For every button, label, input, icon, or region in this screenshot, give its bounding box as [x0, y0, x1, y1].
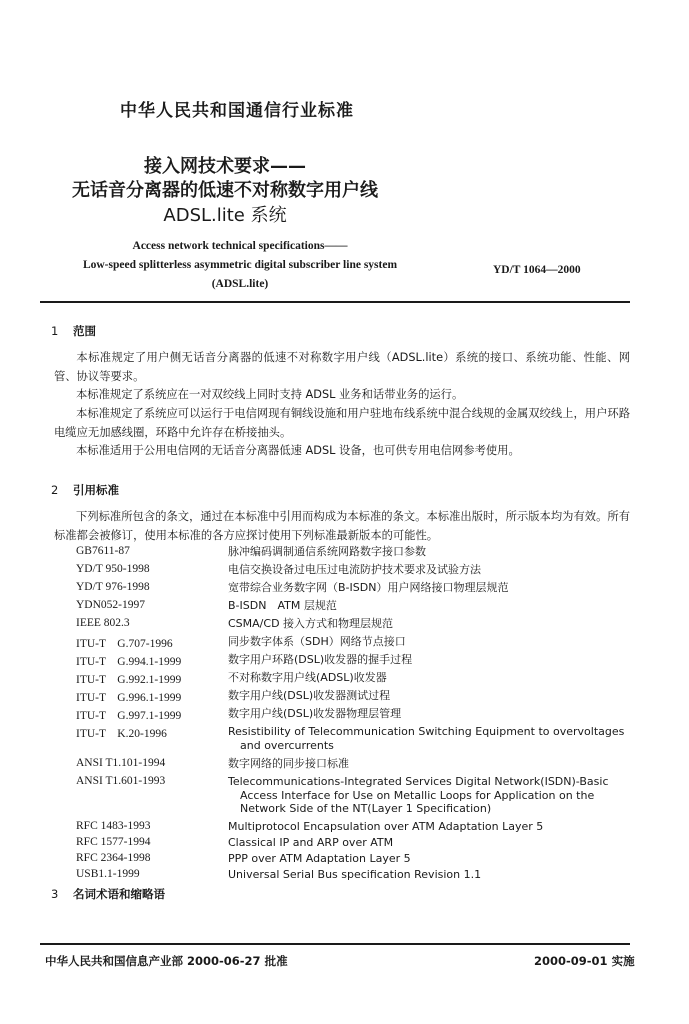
reference-code: RFC 2364-1998: [76, 852, 151, 864]
reference-title: Telecommunications-Integrated Services Digital Network(ISDN)-Basic Access Interface for Use on Metallic Loops for Application on the Network Side of the NT(Layer 1 Specification): [228, 775, 609, 815]
scope-paragraph: 本标准规定了系统应在一对双绞线上同时支持 ADSL 业务和话带业务的运行。: [76, 388, 464, 401]
reference-code: ANSI T1.601-1993: [76, 775, 166, 787]
reference-title: 数字用户环路(DSL)收发器的握手过程: [228, 653, 413, 666]
title-cn-line1: 接入网技术要求——: [144, 156, 306, 177]
section-title: 引用标准: [73, 483, 119, 497]
reference-code: RFC 1483-1993: [76, 820, 151, 832]
reference-code: IEEE 802.3: [76, 617, 130, 629]
reference-title: B-ISDN ATM 层规范: [228, 599, 337, 612]
reference-code: RFC 1577-1994: [76, 836, 151, 848]
reference-code: ITU-T K.20-1996: [76, 728, 167, 740]
reference-title: 不对称数字用户线(ADSL)收发器: [228, 671, 387, 684]
reference-code: ITU-T G.996.1-1999: [76, 692, 182, 704]
reference-code: ITU-T G.707-1996: [76, 638, 173, 650]
section-number: 3: [51, 887, 59, 901]
effective-date: 2000-09-01 实施: [534, 954, 635, 968]
reference-code: USB1.1-1999: [76, 868, 140, 880]
scope-paragraph: 本标准规定了用户侧无话音分离器的低速不对称数字用户线（ADSL.lite）系统的接口、系统功能、性能、网管、协议等要求。: [54, 351, 630, 383]
reference-code: YD/T 976-1998: [76, 581, 150, 593]
reference-title: 脉冲编码调制通信系统网路数字接口参数: [228, 545, 426, 558]
scope-paragraph: 本标准规定了系统应可以运行于电信网现有铜线设施和用户驻地布线系统中混合线规的金属双绞线上，用户环路电缆应无加感线圈，环路中允许存在桥接抽头。: [54, 407, 630, 439]
reference-code: ANSI T1.101-1994: [76, 757, 166, 769]
reference-title: Classical IP and ARP over ATM: [228, 836, 394, 849]
reference-title: Resistibility of Telecommunication Switching Equipment to overvoltages and overcurrents: [228, 725, 625, 752]
title-cn-line3: ADSL.lite 系统: [163, 205, 287, 226]
reference-code: ITU-T G.994.1-1999: [76, 656, 182, 668]
reference-title: 电信交换设备过电压过电流防护技术要求及试验方法: [228, 563, 481, 576]
reference-title: 数字用户线(DSL)收发器测试过程: [228, 689, 391, 702]
header-divider: [40, 301, 630, 303]
title-en-line3: (ADSL.lite): [211, 278, 269, 290]
section-heading-terms: [51, 886, 165, 902]
section-title: 名词术语和缩略语: [73, 887, 165, 901]
reference-title: Universal Serial Bus specification Revision 1.1: [228, 868, 482, 881]
references-intro: 下列标准所包含的条文，通过在本标准中引用而构成为本标准的条文。本标准出版时，所示版本均为有效。所有标准都会被修订，使用本标准的各方应探讨使用下列标准最新版本的可能性。: [54, 510, 630, 542]
section-title: 范围: [73, 324, 96, 338]
title-en-line1: Access network technical specifications——: [132, 240, 348, 252]
section-heading-scope: [51, 323, 96, 339]
reference-title: Multiprotocol Encapsulation over ATM Adaptation Layer 5: [228, 820, 544, 833]
reference-code: ITU-T G.997.1-1999: [76, 710, 182, 722]
reference-title: 数字用户线(DSL)收发器物理层管理: [228, 707, 402, 720]
standard-category-header: 中华人民共和国通信行业标准: [120, 101, 354, 121]
reference-title: CSMA/CD 接入方式和物理层规范: [228, 617, 394, 630]
title-cn-line2: 无话音分离器的低速不对称数字用户线: [72, 180, 378, 201]
reference-title: 数字网络的同步接口标准: [228, 757, 349, 770]
reference-title: PPP over ATM Adaptation Layer 5: [228, 852, 411, 865]
title-en-line2: Low-speed splitterless asymmetric digital subscriber line system: [82, 259, 398, 271]
section-number: 1: [51, 324, 59, 338]
reference-code: ITU-T G.992.1-1999: [76, 674, 182, 686]
issue-date: 中华人民共和国信息产业部 2000-06-27 批准: [45, 954, 288, 968]
reference-code: YDN052-1997: [76, 599, 145, 611]
reference-title: 同步数字体系（SDH）网络节点接口: [228, 635, 406, 648]
section-number: 2: [51, 483, 59, 497]
footer-divider: [40, 943, 630, 945]
standard-code: YD/T 1064—2000: [493, 264, 581, 276]
scope-paragraph: 本标准适用于公用电信网的无话音分离器低速 ADSL 设备，也可供专用电信网参考使用。: [76, 444, 520, 457]
section-heading-references: [51, 482, 119, 498]
reference-code: GB7611-87: [76, 545, 130, 557]
reference-title: 宽带综合业务数字网（B-ISDN）用户网络接口物理层规范: [228, 581, 509, 594]
reference-code: YD/T 950-1998: [76, 563, 150, 575]
